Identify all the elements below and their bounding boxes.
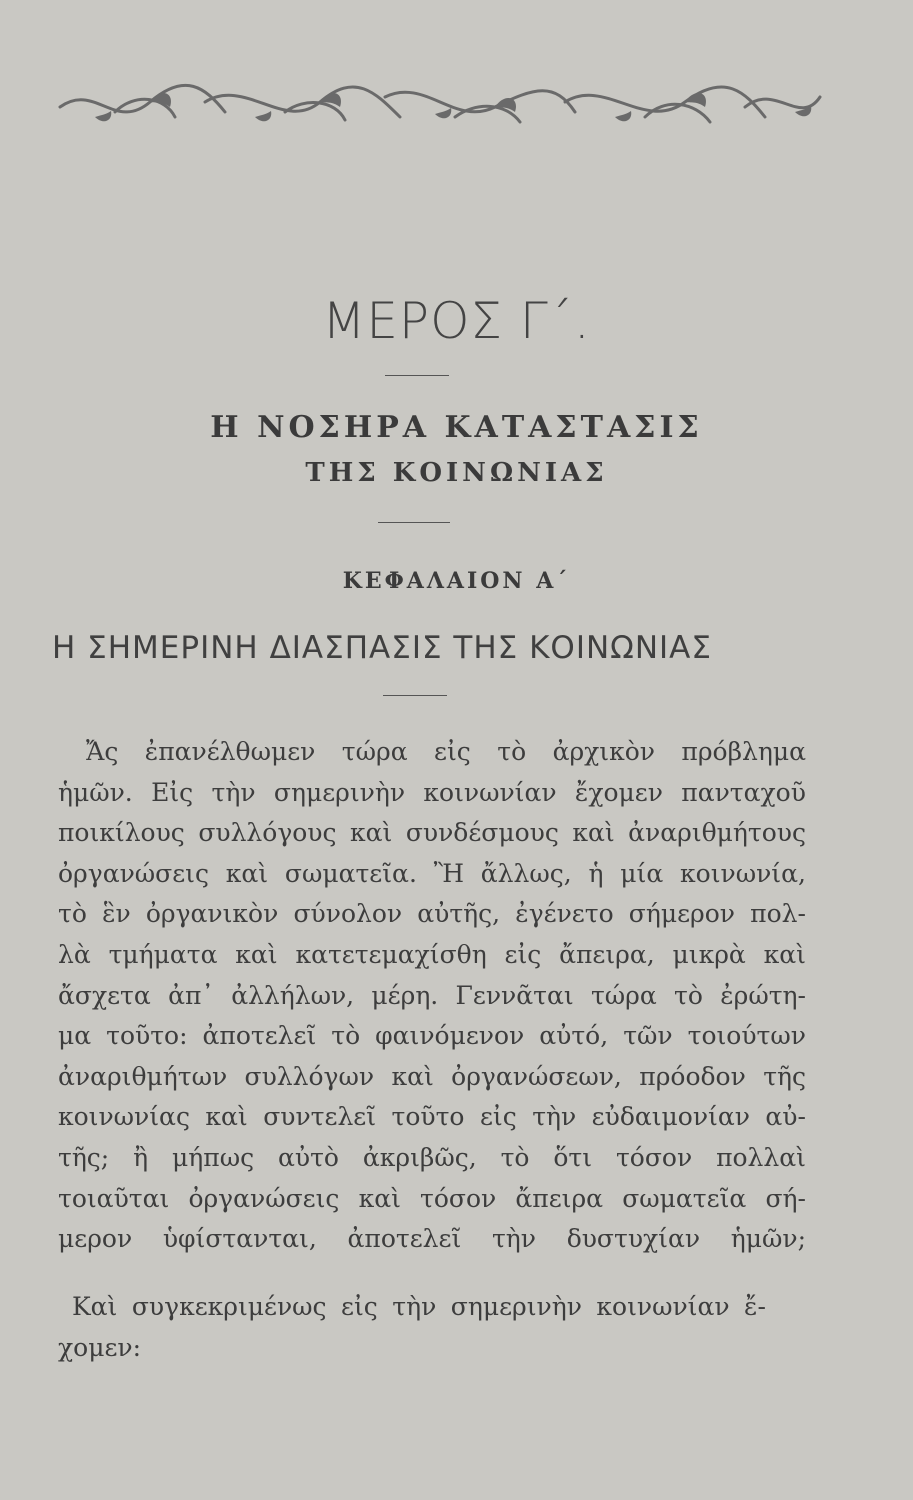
paragraph-line: ἄσχετα ἀπ᾽ ἀλλήλων, μέρη. Γεννᾶται τώρα τὸ ἐρώτη- <box>58 980 806 1010</box>
main-title-line-1: Η ΝΟΣΗΡΑ ΚΑΤΑΣΤΑΣΙΣ <box>210 410 703 445</box>
paragraph-line: λὰ τμήματα καὶ κατετεμαχίσθη εἰς ἄπειρα, μικρὰ καὶ <box>58 940 806 969</box>
divider-rule <box>378 522 450 523</box>
chapter-subtitle: Η ΣΗΜΕΡΙΝΗ ΔΙΑΣΠΑΣΙΣ ΤΗΣ ΚΟΙΝΩΝΙΑΣ <box>52 630 712 666</box>
paragraph-line: χομεν: <box>58 1332 142 1362</box>
paragraph-line: κοινωνίας καὶ συντελεῖ τοῦτο εἰς τὴν εὐδαιμονίαν αὐ- <box>58 1102 806 1132</box>
paragraph-line: μα τοῦτο: ἀποτελεῖ τὸ φαινόμενον αὐτό, τῶν τοιούτων <box>58 1021 806 1051</box>
divider-rule <box>385 375 449 376</box>
paragraph-line: Ἄς ἐπανέλθωμεν τώρα εἰς τὸ ἀρχικὸν πρόβλημα <box>86 737 806 766</box>
decorative-vine-ornament <box>55 72 825 142</box>
chapter-heading: ΚΕΦΑΛΑΙΟΝ Α΄ <box>342 568 571 594</box>
paragraph-line: ἡμῶν. Εἰς τὴν σημερινὴν κοινωνίαν ἔχομεν πανταχοῦ <box>58 777 806 807</box>
paragraph-line: ποικίλους συλλόγους καὶ συνδέσμους καὶ ἀναριθμήτους <box>58 818 806 848</box>
paragraph-line: τοιαῦται ὀργανώσεις καὶ τόσον ἄπειρα σωματεῖα σή- <box>58 1183 806 1213</box>
part-title: ΜΕΡΟΣ Γ΄. <box>322 292 591 350</box>
main-title-line-2: ΤΗΣ ΚΟΙΝΩΝΙΑΣ <box>305 458 608 488</box>
divider-rule <box>383 695 447 696</box>
paragraph-line: τὸ ἓν ὀργανικὸν σύνολον αὐτῆς, ἐγένετο σήμερον πολ- <box>58 899 806 929</box>
paragraph-line: μερον ὑφίστανται, ἀποτελεῖ τὴν δυστυχίαν ἡμῶν; <box>58 1224 806 1254</box>
paragraph-line: ὀργανώσεις καὶ σωματεῖα. Ἢ ἄλλως, ἡ μία κοινωνία, <box>58 858 806 888</box>
paragraph-line: Καὶ συγκεκριμένως εἰς τὴν σημερινὴν κοινωνίαν ἔ- <box>72 1292 766 1321</box>
paragraph-line: ἀναριθμήτων συλλόγων καὶ ὀργανώσεων, πρόοδον τῆς <box>58 1061 806 1091</box>
paragraph-line: τῆς; ἢ μήπως αὐτὸ ἀκριβῶς, τὸ ὅτι τόσον πολλαὶ <box>58 1143 806 1172</box>
